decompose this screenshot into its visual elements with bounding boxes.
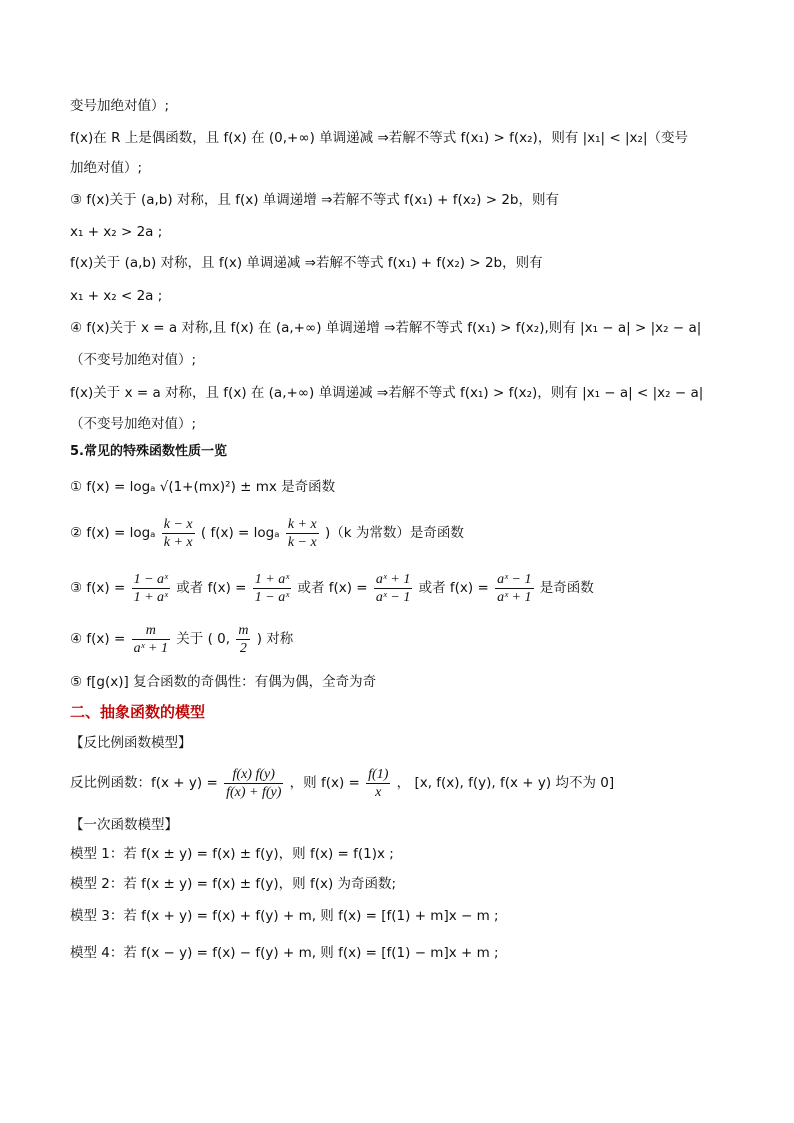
p3-or-3: 或者 f(x) = xyxy=(418,580,489,596)
section-title: 二、抽象函数的模型 xyxy=(70,703,206,721)
p3-or-1: 或者 f(x) = xyxy=(176,580,247,596)
text-line: ③ f(x)关于 (a,b) 对称，且 f(x) 单调递增 ⇒若解不等式 f(x₁) + f(x₂) > 2b，则有 xyxy=(70,192,559,208)
p2-suffix: )（k 为常数）是奇函数 xyxy=(324,525,464,541)
numerator: k + x xyxy=(287,516,317,532)
text-line: 加绝对值）; xyxy=(70,160,143,176)
denominator: k − x xyxy=(287,534,317,550)
denominator: x xyxy=(375,784,382,800)
inv-mid: ，则 f(x) = xyxy=(289,775,360,791)
p2-mid: ( f(x) = logₐ xyxy=(200,525,280,541)
inv-fraction-1 xyxy=(224,766,283,801)
property-2 xyxy=(70,513,464,553)
p3-fraction-2 xyxy=(253,571,291,606)
numerator: 1 + aˣ xyxy=(254,571,290,587)
p4-fraction-2 xyxy=(236,622,250,657)
property-1: ① f(x) = logₐ √(1+(mx)²) ± mx 是奇函数 xyxy=(70,479,336,495)
p2-prefix: ② f(x) = logₐ xyxy=(70,525,156,541)
p3-suffix: 是奇函数 xyxy=(539,580,594,596)
text-line: （不变号加绝对值）; xyxy=(70,352,197,368)
numerator: m xyxy=(132,622,170,640)
model-2: 模型 2：若 f(x ± y) = f(x) ± f(y)，则 f(x) 为奇函数; xyxy=(70,876,397,892)
p3-or-2: 或者 f(x) = xyxy=(297,580,368,596)
p4-mid: 关于 ( 0, xyxy=(176,631,231,647)
numerator: m xyxy=(238,622,249,638)
subsection-title: 【一次函数模型】 xyxy=(70,817,178,833)
p4-prefix: ④ f(x) = xyxy=(70,631,126,647)
numerator: f(1) xyxy=(368,766,389,782)
denominator: 1 − aˣ xyxy=(254,589,290,605)
numerator: k − x xyxy=(163,516,193,532)
numerator: aˣ − 1 xyxy=(497,571,532,587)
text-line: ④ f(x)关于 x = a 对称,且 f(x) 在 (a,+∞) 单调递增 ⇒若解不等式 f(x₁) > f(x₂),则有 |x₁ − a| > |x₂ − a| xyxy=(70,320,702,336)
inv-prefix: 反比例函数：f(x + y) = xyxy=(70,775,218,791)
text-line: x₁ + x₂ > 2a ; xyxy=(70,224,163,240)
p4-fraction-1 xyxy=(132,622,170,657)
numerator: f(x) f(y) xyxy=(224,766,283,784)
property-5: ⑤ f[g(x)] 复合函数的奇偶性：有偶为偶，全奇为奇 xyxy=(70,674,377,690)
p2-fraction-1 xyxy=(162,516,195,551)
text-line: f(x)在 R 上是偶函数，且 f(x) 在 (0,+∞) 单调递减 ⇒若解不等式 f(x₁) > f(x₂)，则有 |x₁| < |x₂|（变号 xyxy=(70,130,688,146)
denominator: aˣ − 1 xyxy=(375,589,411,605)
text-line: x₁ + x₂ < 2a ; xyxy=(70,288,163,304)
text-line: f(x)关于 x = a 对称，且 f(x) 在 (a,+∞) 单调递减 ⇒若解不等式 f(x₁) > f(x₂)，则有 |x₁ − a| < |x₂ − a| xyxy=(70,385,704,401)
p3-fraction-1 xyxy=(132,571,170,606)
p4-suffix: ) 对称 xyxy=(256,631,294,647)
inv-fraction-2 xyxy=(366,766,390,801)
denominator: f(x) + f(y) xyxy=(226,784,282,800)
numerator: 1 − aˣ xyxy=(133,571,168,587)
model-1: 模型 1：若 f(x ± y) = f(x) ± f(y)，则 f(x) = f(1)x ; xyxy=(70,846,394,862)
denominator: k + x xyxy=(163,534,193,550)
section-heading: 5.常见的特殊函数性质一览 xyxy=(70,444,227,459)
property-4 xyxy=(70,619,293,659)
text-line: （不变号加绝对值）; xyxy=(70,416,197,432)
denominator: 1 + aˣ xyxy=(133,589,168,605)
model-3: 模型 3：若 f(x + y) = f(x) + f(y) + m, 则 f(x) = [f(1) + m]x − m ; xyxy=(70,908,499,924)
inverse-model-formula xyxy=(70,763,614,803)
p3-fraction-3 xyxy=(374,571,412,606)
text-line: 变号加绝对值）; xyxy=(70,98,170,114)
inv-suffix: ， [x, f(x), f(y), f(x + y) 均不为 0] xyxy=(396,775,615,791)
denominator: aˣ + 1 xyxy=(133,640,168,656)
text-line: f(x)关于 (a,b) 对称，且 f(x) 单调递减 ⇒若解不等式 f(x₁) + f(x₂) > 2b，则有 xyxy=(70,255,543,271)
denominator: aˣ + 1 xyxy=(497,589,532,605)
p3-fraction-4 xyxy=(495,571,533,606)
numerator: aˣ + 1 xyxy=(375,571,411,587)
p3-prefix: ③ f(x) = xyxy=(70,580,126,596)
p2-fraction-2 xyxy=(286,516,319,551)
denominator: 2 xyxy=(239,640,247,656)
subsection-title: 【反比例函数模型】 xyxy=(70,735,192,751)
property-3 xyxy=(70,568,594,608)
model-4: 模型 4：若 f(x − y) = f(x) − f(y) + m, 则 f(x) = [f(1) − m]x + m ; xyxy=(70,945,499,961)
